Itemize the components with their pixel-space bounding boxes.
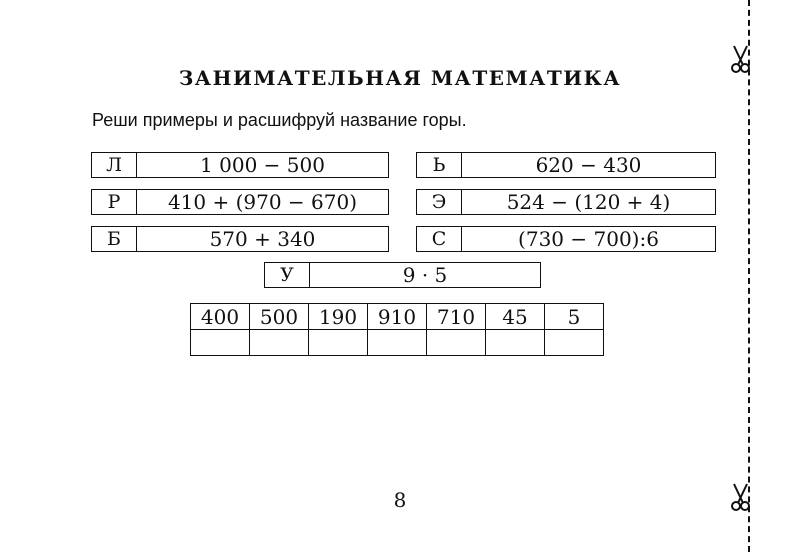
task-letter: С: [417, 227, 462, 251]
answer-letter-cell[interactable]: [486, 330, 545, 356]
scissors-icon: [728, 482, 752, 512]
instruction-text: Реши примеры и расшифруй название горы.: [92, 110, 467, 130]
task-letter: Р: [92, 190, 137, 214]
task-letter: Ь: [417, 153, 462, 177]
task-expression: 524 − (120 + 4): [506, 190, 671, 214]
answer-value-cell: 710: [427, 304, 486, 330]
task-expression: (730 − 700):6: [518, 227, 659, 251]
task-letter: Б: [92, 227, 137, 251]
task-row-soft-sign: [416, 152, 716, 178]
task-letter: Э: [417, 190, 462, 214]
answer-value-cell: 500: [250, 304, 309, 330]
task-letter: У: [265, 263, 310, 287]
answer-letter-cell[interactable]: [250, 330, 309, 356]
task-expression: 410 + (970 − 670): [167, 190, 358, 214]
task-row-l: [91, 152, 389, 178]
task-expression: 1 000 − 500: [200, 153, 325, 177]
answer-value-cell: 5: [545, 304, 604, 330]
answer-value-cell: 910: [368, 304, 427, 330]
task-expression: 9 · 5: [402, 263, 448, 287]
answer-value-cell: 190: [309, 304, 368, 330]
answer-value-cell: 45: [486, 304, 545, 330]
answer-table: [190, 303, 604, 356]
task-row-u: [264, 262, 541, 288]
task-row-b: [91, 226, 389, 252]
task-letter: Л: [92, 153, 137, 177]
task-row-e: [416, 189, 716, 215]
cut-line: [748, 0, 750, 552]
task-row-s: [416, 226, 716, 252]
answer-letter-cell[interactable]: [427, 330, 486, 356]
page-title: ЗАНИМАТЕЛЬНАЯ МАТЕМАТИКА: [178, 66, 622, 90]
answer-value-cell: 400: [191, 304, 250, 330]
answer-values-row: [191, 304, 604, 330]
scissors-icon: [728, 44, 752, 74]
task-row-r: [91, 189, 389, 215]
task-expression: 620 − 430: [535, 153, 642, 177]
answer-letter-cell[interactable]: [191, 330, 250, 356]
answer-letter-cell[interactable]: [545, 330, 604, 356]
answer-letter-cell[interactable]: [309, 330, 368, 356]
answer-letters-row: [191, 330, 604, 356]
page-number: 8: [393, 488, 407, 512]
answer-letter-cell[interactable]: [368, 330, 427, 356]
task-expression: 570 + 340: [209, 227, 316, 251]
